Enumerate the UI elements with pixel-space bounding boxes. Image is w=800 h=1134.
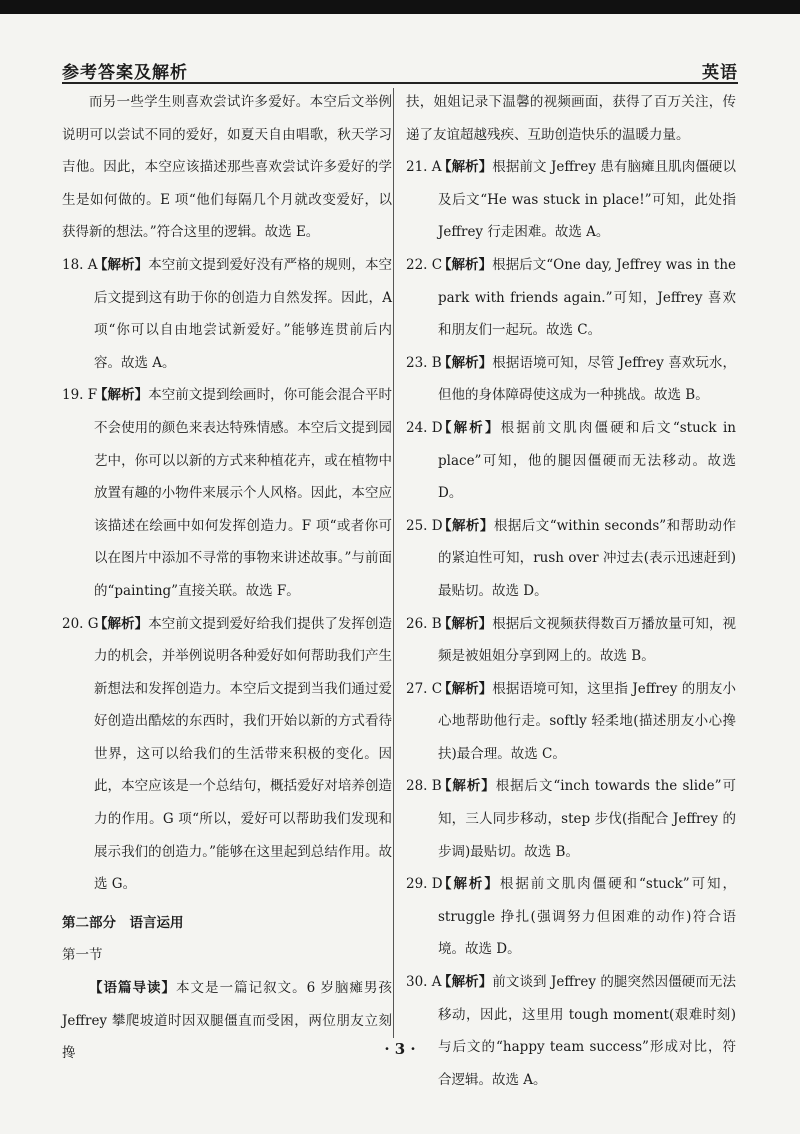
- answer-item-20: [62, 608, 392, 901]
- analysis-tag: 【解析】: [438, 159, 493, 176]
- analysis-text: 根据后文视频获得数百万播放量可知，视频是被姐姐分享到网上的。故选 B。: [438, 615, 737, 665]
- answer-number: 19. F: [62, 387, 98, 404]
- answer-number: 20. G: [62, 615, 99, 632]
- guide-tag: 【语篇导读】: [89, 980, 177, 997]
- answer-number: 21. A: [406, 159, 442, 176]
- analysis-text: 根据前文肌肉僵硬和“stuck”可知，struggle 挣扎(强调努力但困难的动作)符合语境。故选 D。: [438, 876, 737, 958]
- answer-item-30: [406, 966, 736, 1096]
- answer-item-18: [62, 249, 392, 379]
- answer-number: 29. D: [406, 876, 443, 893]
- analysis-text: 前文谈到 Jeffrey 的腿突然因僵硬而无法移动，因此，这里用 tough moment(艰难时刻)与后文的“happy team success”形成对比，符合逻辑。故选 A。: [438, 974, 737, 1088]
- answer-item-19: [62, 379, 392, 607]
- header-right-title: 英语: [702, 63, 738, 83]
- analysis-text: 根据前文 Jeffrey 患有脑瘫且肌肉僵硬以及后文“He was stuck in place!”可知，此处指 Jeffrey 行走困难。故选 A。: [438, 159, 737, 241]
- answer-item-25: [406, 510, 736, 608]
- analysis-tag: 【解析】: [438, 974, 493, 991]
- subsection-title: 第一节: [62, 947, 103, 964]
- analysis-text: 根据后文“One day, Jeffrey was in the park with friends again.”可知，Jeffrey 喜欢和朋友们一起玩。故选 C。: [438, 256, 737, 339]
- answer-number: 24. D: [406, 419, 443, 436]
- analysis-text: 根据语境可知，这里指 Jeffrey 的朋友小心地帮助他行走。softly 轻柔地(描述朋友小心搀扶)最合理。故选 C。: [438, 680, 737, 762]
- answer-number: 28. B: [406, 778, 442, 795]
- answer-number: 25. D: [406, 517, 443, 534]
- answer-item-26: [406, 608, 736, 673]
- section-title: 第二部分 语言运用: [62, 914, 184, 931]
- right-column: [406, 86, 736, 1096]
- answer-number: 27. C: [406, 680, 443, 697]
- top-scan-band: [0, 0, 800, 14]
- answer-item-23: [406, 347, 736, 412]
- answer-item-21: [406, 151, 736, 249]
- analysis-tag: 【解析】: [438, 419, 501, 436]
- answer-item-27: [406, 673, 736, 771]
- answer-item-29: [406, 868, 736, 966]
- left-column: [62, 86, 392, 1070]
- page-header: [62, 52, 738, 84]
- analysis-tag: 【解析】: [94, 256, 149, 273]
- analysis-tag: 【解析】: [94, 387, 149, 404]
- answer-item-28: [406, 770, 736, 868]
- analysis-tag: 【解析】: [438, 517, 494, 534]
- analysis-text: 根据前文肌肉僵硬和后文“stuck in place”可知，他的腿因僵硬而无法移动。故选 D。: [438, 419, 736, 502]
- analysis-text: 本空前文提到爱好没有严格的规则，本空后文提到这有助于你的创造力自然发挥。因此，A 项“你可以自由地尝试新爱好。”能够连贯前后内容。故选 A。: [94, 256, 393, 371]
- answer-number: 22. C: [406, 256, 443, 273]
- analysis-text: 本空前文提到爱好给我们提供了发挥创造力的机会，并举例说明各种爱好如何帮助我们产生新想法和发挥创造力。本空后文提到当我们通过爱好创造出酷炫的东西时，我们开始以新的方式看待世界，这可以给我们的生活带来积极的变化。因此，本空应该是一个总结句，概括爱好对培养创造力的作用。G 项“所以，爱好可以帮助我们发现和展示我们的创造力。”能够在这里起到总结作用。故选 G。: [94, 615, 393, 893]
- analysis-text: 根据后文“inch towards the slide”可知，三人同步移动，step 步伐(指配合 Jeffrey 的步调)最贴切。故选 B。: [438, 778, 736, 860]
- analysis-tag: 【解析】: [438, 778, 496, 795]
- analysis-tag: 【解析】: [438, 615, 493, 632]
- guide-continuation: 扶，姐姐记录下温馨的视频画面，获得了百万关注，传递了友谊超越残疾、互助创造快乐的温暖力量。: [406, 94, 736, 143]
- answer-item-22: [406, 249, 736, 347]
- answer-number: 30. A: [406, 974, 442, 991]
- header-left-title: 参考答案及解析: [62, 63, 188, 83]
- page-number: · 3 ·: [384, 1040, 416, 1058]
- answer-item-24: [406, 412, 736, 510]
- analysis-text: 根据后文“within seconds”和帮助动作的紧迫性可知，rush over 冲过去(表示迅速赶到)最贴切。故选 D。: [438, 517, 736, 599]
- answer-number: 18. A: [62, 256, 98, 273]
- continuation-text: 而另一些学生则喜欢尝试许多爱好。本空后文举例说明可以尝试不同的爱好，如夏天自由唱歌，秋天学习吉他。因此，本空应该描述那些喜欢尝试许多爱好的学生是如何做的。E 项“他们每隔几个月就改变爱好，以获得新的想法。”符合这里的逻辑。故选 E。: [62, 94, 392, 241]
- column-divider: [393, 88, 394, 1038]
- guide-text: 本文是一篇记叙文。6 岁脑瘫男孩 Jeffrey 攀爬坡道时因双腿僵直而受困，两位朋友立刻搀: [62, 980, 393, 1062]
- answer-number: 26. B: [406, 615, 442, 632]
- analysis-tag: 【解析】: [94, 615, 149, 632]
- answer-number: 23. B: [406, 354, 442, 371]
- analysis-text: 根据语境可知，尽管 Jeffrey 喜欢玩水，但他的身体障碍使这成为一种挑战。故选 B。: [438, 354, 737, 404]
- analysis-tag: 【解析】: [438, 354, 493, 371]
- analysis-tag: 【解析】: [438, 680, 493, 697]
- analysis-tag: 【解析】: [438, 256, 493, 273]
- analysis-text: 本空前文提到绘画时，你可能会混合平时不会使用的颜色来表达特殊情感。本空后文提到园艺中，你可以以新的方式来种植花卉，或在植物中放置有趣的小物件来展示个人风格。因此，本空应该描述在绘画中如何发挥创造力。F 项“或者你可以在图片中添加不寻常的事物来讲述故事。”与前面的“painting”直接关联。故选 F。: [94, 387, 393, 599]
- analysis-tag: 【解析】: [438, 876, 500, 893]
